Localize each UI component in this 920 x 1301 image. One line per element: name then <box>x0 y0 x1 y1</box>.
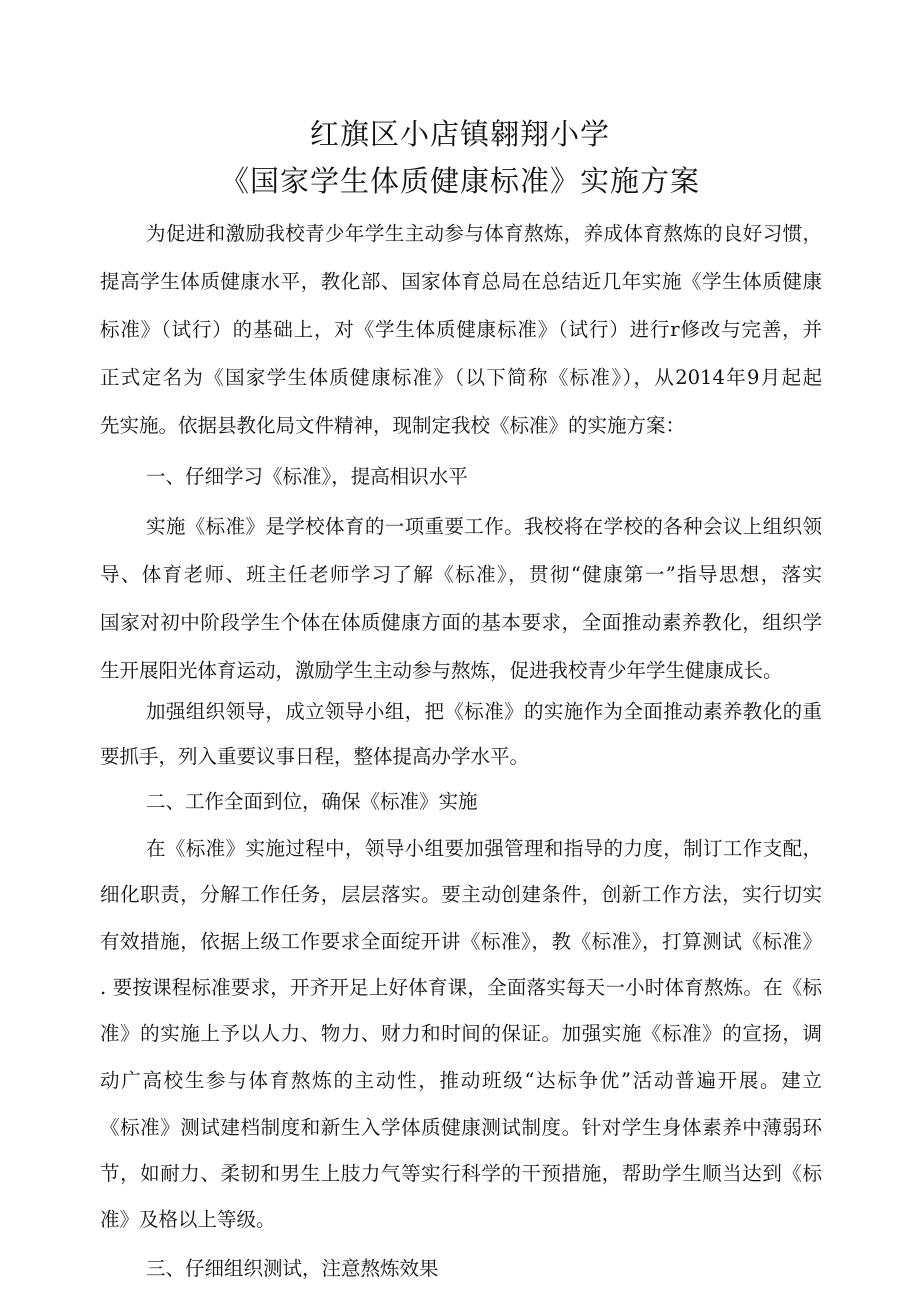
paragraph-line: 准》及格以上等级。 <box>100 1208 276 1231</box>
paragraph-line: 准》的实施上予以人力、物力、财力和时间的保证。加强实施《标准》的宣扬，调 <box>100 1022 822 1045</box>
paragraph-line: 生开展阳光体育运动，激励学生主动参与熬炼，促进我校青少年学生健康成长。 <box>100 659 783 682</box>
paragraph-line: 为促进和激励我校青少年学生主动参与体育熬炼，养成体育熬炼的良好习惯， <box>146 222 822 245</box>
paragraph-line: 导、体育老师、班主任老师学习了解《标准》，贯彻“健康第一”指导思想，落实 <box>100 563 822 586</box>
paragraph-line: 实施《标准》是学校体育的一项重要工作。我校将在学校的各种会议上组织领 <box>146 515 822 538</box>
section-heading-1: 一、仔细学习《标准》，提高相识水平 <box>146 465 468 488</box>
paragraph-line: 要抓手，列入重要议事日程，整体提高办学水平。 <box>100 745 530 768</box>
document-title-school: 红旗区小店镇翱翔小学 <box>309 117 610 151</box>
paragraph-line: 有效措施，依据上级工作要求全面绽开讲《标准》，教《标准》，打算测试《标准》 <box>100 930 822 953</box>
paragraph-line: 细化职责，分解工作任务，层层落实。要主动创建条件，创新工作方法，实行切实 <box>100 883 822 906</box>
paragraph-line: . 要按课程标准要求，开齐开足上好体育课，全面落实每天一小时体育熬炼。在《标 <box>100 976 822 999</box>
paragraph-line: 国家对初中阶段学生个体在体质健康方面的基本要求，全面推动素养教化，组织学 <box>100 611 822 634</box>
paragraph-line: 动广高校生参与体育熬炼的主动性，推动班级“达标争优”活动普遍开展。建立 <box>100 1069 822 1092</box>
document-title-plan: 《国家学生体质健康标准》实施方案 <box>219 164 700 198</box>
section-heading-2: 二、工作全面到位，确保《标准》实施 <box>146 790 478 813</box>
paragraph-line: 在《标准》实施过程中，领导小组要加强管理和指导的力度，制订工作支配， <box>146 837 822 860</box>
paragraph-line: 先实施。依据县教化局文件精神，现制定我校《标准》的实施方案： <box>100 414 686 437</box>
paragraph-line: 标准》（试行）的基础上，对《学生体质健康标准》（试行）进行r修改与完善，并 <box>100 318 822 341</box>
paragraph-line: 《标准》测试建档制度和新生入学体质健康测试制度。针对学生身体素养中薄弱环 <box>100 1116 822 1139</box>
section-heading-3: 三、仔细组织测试，注意熬炼效果 <box>146 1257 439 1280</box>
paragraph-line: 正式定名为《国家学生体质健康标准》（以下简称《标准》），从2014年9月起起 <box>100 366 822 389</box>
paragraph-line: 节，如耐力、柔韧和男生上肢力气等实行科学的干预措施，帮助学生顺当达到《标 <box>100 1162 822 1185</box>
paragraph-line: 提高学生体质健康水平，教化部、国家体育总局在总结近几年实施《学生体质健康 <box>100 270 822 293</box>
paragraph-line: 加强组织领导，成立领导小组，把《标准》的实施作为全面推动素养教化的重 <box>146 700 822 723</box>
